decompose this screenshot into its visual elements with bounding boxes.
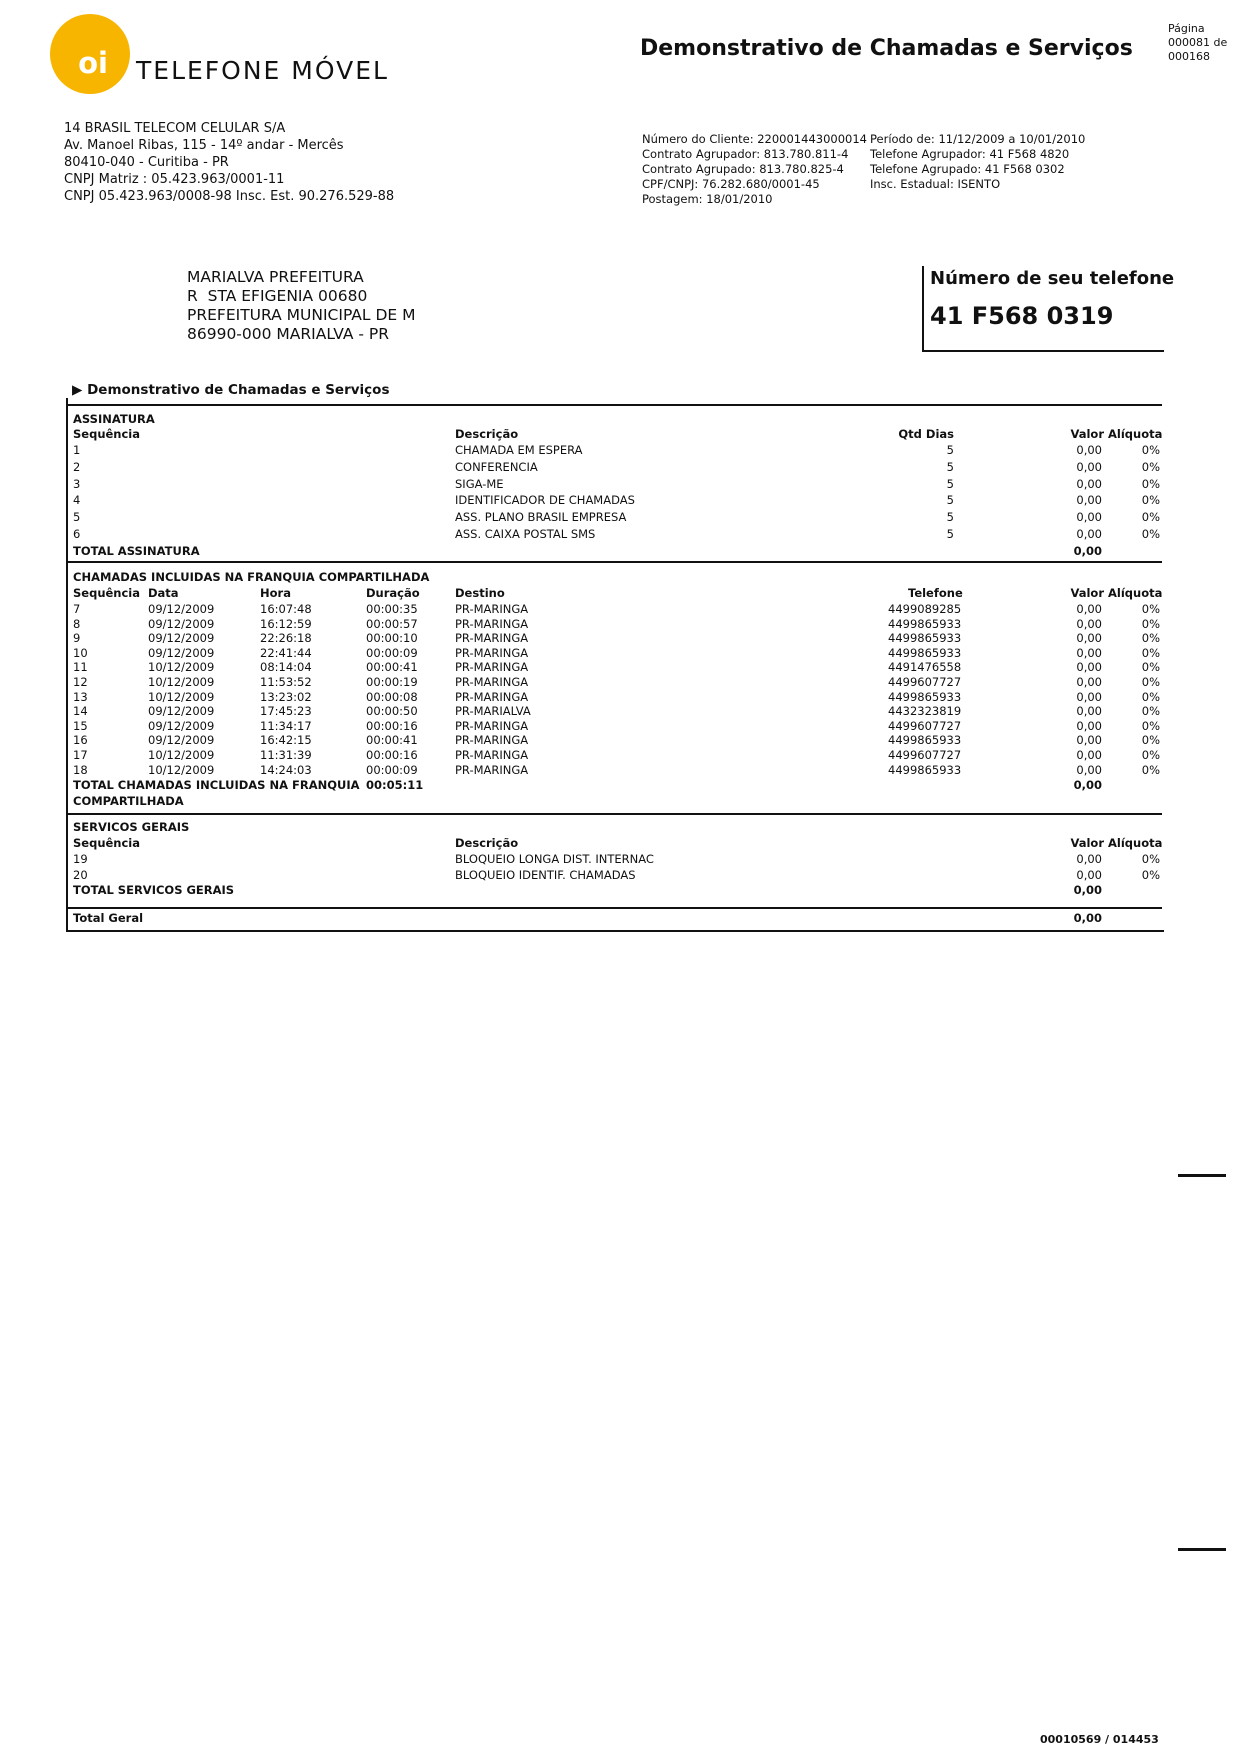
row-seq: 18 bbox=[73, 762, 88, 777]
col-header-hora: Hora bbox=[260, 586, 291, 600]
row-aliquota: 0% bbox=[1141, 527, 1160, 541]
row-aliquota: 0% bbox=[1141, 616, 1160, 631]
row-valor: 0,00 bbox=[1076, 459, 1102, 474]
statement-title bbox=[72, 382, 390, 398]
client-info-line: Período de: 11/12/2009 a 10/01/2010 bbox=[870, 132, 1086, 146]
row-qtd: 5 bbox=[946, 510, 954, 525]
total-geral-value: 0,00 bbox=[1073, 911, 1102, 925]
row-data: 10/12/2009 bbox=[148, 675, 215, 689]
row-seq: 10 bbox=[73, 645, 88, 660]
row-hora: 16:07:48 bbox=[260, 602, 312, 616]
row-telefone: 4499607727 bbox=[888, 675, 962, 689]
row-destino: PR-MARINGA bbox=[455, 645, 529, 660]
row-aliquota: 0% bbox=[1141, 660, 1160, 675]
company-line: CNPJ 05.423.963/0008-98 Insc. Est. 90.276.529-88 bbox=[64, 189, 395, 204]
row-valor: 0,00 bbox=[1076, 602, 1102, 616]
row-hora: 11:31:39 bbox=[260, 748, 312, 762]
row-telefone: 4499865933 bbox=[888, 645, 962, 660]
row-duracao: 00:00:08 bbox=[366, 689, 418, 704]
total-geral-label: Total Geral bbox=[73, 911, 144, 925]
row-destino: PR-MARINGA bbox=[455, 689, 529, 704]
row-aliquota: 0% bbox=[1141, 718, 1160, 733]
row-telefone: 4432323819 bbox=[888, 704, 962, 719]
col-header-desc: Descrição bbox=[455, 427, 519, 441]
scan-mark bbox=[1178, 1548, 1226, 1551]
row-destino: PR-MARINGA bbox=[455, 733, 529, 748]
company-line: 80410-040 - Curitiba - PR bbox=[64, 155, 229, 170]
divider bbox=[66, 907, 1162, 909]
row-data: 09/12/2009 bbox=[148, 631, 215, 646]
row-data: 09/12/2009 bbox=[148, 602, 215, 616]
phone-label: Número de seu telefone bbox=[930, 268, 1175, 289]
address-line: MARIALVA PREFEITURA bbox=[187, 268, 364, 286]
page-label: Página bbox=[1168, 22, 1205, 35]
row-telefone: 4499865933 bbox=[888, 733, 962, 748]
row-seq: 2 bbox=[73, 459, 81, 474]
row-telefone: 4499865933 bbox=[888, 631, 962, 646]
row-qtd: 5 bbox=[946, 476, 954, 491]
row-valor: 0,00 bbox=[1076, 660, 1102, 675]
row-seq: 3 bbox=[73, 476, 81, 491]
row-valor: 0,00 bbox=[1076, 852, 1102, 866]
client-info-line: Contrato Agrupador: 813.780.811-4 bbox=[642, 147, 849, 161]
row-data: 10/12/2009 bbox=[148, 748, 215, 762]
row-duracao: 00:00:10 bbox=[366, 631, 418, 646]
servicos-title: SERVICOS GERAIS bbox=[73, 820, 190, 834]
row-data: 10/12/2009 bbox=[148, 689, 215, 704]
row-desc: SIGA-ME bbox=[455, 476, 504, 491]
col-header-aliquota: Alíquota bbox=[1108, 836, 1163, 850]
row-telefone: 4499089285 bbox=[888, 602, 962, 616]
row-duracao: 00:00:16 bbox=[366, 718, 418, 733]
row-valor: 0,00 bbox=[1076, 510, 1102, 525]
row-aliquota: 0% bbox=[1141, 762, 1160, 777]
row-data: 10/12/2009 bbox=[148, 762, 215, 777]
row-destino: PR-MARINGA bbox=[455, 616, 529, 631]
play-arrow-icon: ▶ bbox=[72, 382, 83, 398]
row-valor: 0,00 bbox=[1076, 748, 1102, 762]
row-valor: 0,00 bbox=[1076, 762, 1102, 777]
row-valor: 0,00 bbox=[1076, 527, 1102, 541]
row-hora: 22:26:18 bbox=[260, 631, 312, 646]
row-duracao: 00:00:09 bbox=[366, 645, 418, 660]
chamadas-title: CHAMADAS INCLUIDAS NA FRANQUIA COMPARTILHADA bbox=[73, 570, 430, 584]
footer-code: 00010569 / 014453 bbox=[1040, 1733, 1159, 1746]
row-hora: 14:24:03 bbox=[260, 762, 312, 777]
col-header-duracao: Duração bbox=[366, 586, 420, 600]
row-seq: 6 bbox=[73, 527, 81, 541]
row-hora: 16:42:15 bbox=[260, 733, 312, 748]
row-seq: 17 bbox=[73, 748, 88, 762]
row-hora: 16:12:59 bbox=[260, 616, 312, 631]
row-valor: 0,00 bbox=[1076, 493, 1102, 508]
row-desc: BLOQUEIO IDENTIF. CHAMADAS bbox=[455, 867, 636, 882]
client-info-left bbox=[642, 132, 867, 207]
company-line: 14 BRASIL TELECOM CELULAR S/A bbox=[64, 121, 286, 136]
client-info-line: Postagem: 18/01/2010 bbox=[642, 192, 773, 206]
row-destino: PR-MARINGA bbox=[455, 748, 529, 762]
row-data: 09/12/2009 bbox=[148, 733, 215, 748]
row-aliquota: 0% bbox=[1141, 443, 1160, 457]
company-info bbox=[64, 120, 394, 205]
row-desc: CHAMADA EM ESPERA bbox=[455, 443, 583, 457]
row-destino: PR-MARIALVA bbox=[455, 704, 531, 719]
row-valor: 0,00 bbox=[1076, 616, 1102, 631]
row-destino: PR-MARINGA bbox=[455, 675, 529, 689]
row-telefone: 4499865933 bbox=[888, 689, 962, 704]
address-line: R STA EFIGENIA 00680 bbox=[187, 287, 368, 305]
row-seq: 11 bbox=[73, 660, 88, 675]
divider bbox=[66, 813, 1162, 815]
row-desc: ASS. PLANO BRASIL EMPRESA bbox=[455, 510, 627, 525]
row-duracao: 00:00:41 bbox=[366, 660, 418, 675]
row-telefone: 4499865933 bbox=[888, 762, 962, 777]
col-header-valor: Valor bbox=[1070, 836, 1104, 850]
client-info-line: Telefone Agrupado: 41 F568 0302 bbox=[870, 162, 1065, 176]
row-hora: 13:23:02 bbox=[260, 689, 312, 704]
row-duracao: 00:00:09 bbox=[366, 762, 418, 777]
company-line: CNPJ Matriz : 05.423.963/0001-11 bbox=[64, 172, 285, 187]
row-data: 09/12/2009 bbox=[148, 616, 215, 631]
row-aliquota: 0% bbox=[1141, 704, 1160, 719]
row-seq: 1 bbox=[73, 443, 81, 457]
row-qtd: 5 bbox=[946, 493, 954, 508]
company-line: Av. Manoel Ribas, 115 - 14º andar - Mercês bbox=[64, 138, 344, 153]
statement-title-text: Demonstrativo de Chamadas e Serviços bbox=[87, 382, 390, 398]
row-hora: 17:45:23 bbox=[260, 704, 312, 719]
chamadas-total-value: 0,00 bbox=[1073, 778, 1102, 792]
row-seq: 15 bbox=[73, 718, 88, 733]
client-info-line: Telefone Agrupador: 41 F568 4820 bbox=[870, 147, 1070, 161]
row-hora: 11:34:17 bbox=[260, 718, 312, 733]
col-header-valor: Valor bbox=[1070, 427, 1104, 441]
row-duracao: 00:00:16 bbox=[366, 748, 418, 762]
client-info-right bbox=[870, 132, 1085, 192]
col-header-telefone: Telefone bbox=[908, 586, 963, 600]
row-qtd: 5 bbox=[946, 443, 954, 457]
row-aliquota: 0% bbox=[1141, 459, 1160, 474]
row-seq: 4 bbox=[73, 493, 81, 508]
page-info bbox=[1168, 22, 1234, 64]
row-duracao: 00:00:57 bbox=[366, 616, 418, 631]
row-aliquota: 0% bbox=[1141, 645, 1160, 660]
servicos-total-label: TOTAL SERVICOS GERAIS bbox=[73, 883, 235, 897]
phone-number: 41 F568 0319 bbox=[930, 302, 1114, 330]
row-valor: 0,00 bbox=[1076, 675, 1102, 689]
client-info-line: Insc. Estadual: ISENTO bbox=[870, 177, 1001, 191]
row-destino: PR-MARINGA bbox=[455, 762, 529, 777]
assinatura-title: ASSINATURA bbox=[73, 412, 155, 426]
col-header-data: Data bbox=[148, 586, 179, 600]
row-aliquota: 0% bbox=[1141, 748, 1160, 762]
page-number: 000081 de bbox=[1168, 36, 1228, 49]
row-destino: PR-MARINGA bbox=[455, 660, 529, 675]
row-data: 09/12/2009 bbox=[148, 704, 215, 719]
row-aliquota: 0% bbox=[1141, 733, 1160, 748]
row-seq: 14 bbox=[73, 704, 88, 719]
row-qtd: 5 bbox=[946, 459, 954, 474]
row-aliquota: 0% bbox=[1141, 602, 1160, 616]
scan-mark bbox=[1178, 1174, 1226, 1177]
assinatura-total-value: 0,00 bbox=[1073, 544, 1102, 558]
address-line: 86990-000 MARIALVA - PR bbox=[187, 325, 390, 343]
row-valor: 0,00 bbox=[1076, 718, 1102, 733]
chamadas-total-label-2: COMPARTILHADA bbox=[73, 794, 184, 808]
row-aliquota: 0% bbox=[1141, 493, 1160, 508]
row-valor: 0,00 bbox=[1076, 631, 1102, 646]
divider bbox=[66, 404, 1162, 406]
row-data: 09/12/2009 bbox=[148, 645, 215, 660]
row-valor: 0,00 bbox=[1076, 645, 1102, 660]
brand-name: TELEFONE MÓVEL bbox=[136, 56, 389, 85]
row-valor: 0,00 bbox=[1076, 704, 1102, 719]
row-destino: PR-MARINGA bbox=[455, 718, 529, 733]
divider bbox=[66, 561, 1162, 563]
client-info-line: Número do Cliente: 220001443000014 bbox=[642, 132, 867, 146]
col-header-destino: Destino bbox=[455, 586, 505, 600]
row-seq: 19 bbox=[73, 852, 88, 866]
row-seq: 13 bbox=[73, 689, 88, 704]
row-desc: IDENTIFICADOR DE CHAMADAS bbox=[455, 493, 635, 508]
chamadas-total-label: TOTAL CHAMADAS INCLUIDAS NA FRANQUIA bbox=[73, 778, 360, 792]
row-data: 09/12/2009 bbox=[148, 718, 215, 733]
col-header-seq: Sequência bbox=[73, 427, 141, 441]
row-valor: 0,00 bbox=[1076, 689, 1102, 704]
assinatura-total-label: TOTAL ASSINATURA bbox=[73, 544, 200, 558]
servicos-total-value: 0,00 bbox=[1073, 883, 1102, 897]
recipient-address bbox=[187, 268, 416, 344]
col-header-seq: Sequência bbox=[73, 836, 141, 850]
row-seq: 8 bbox=[73, 616, 81, 631]
row-desc: BLOQUEIO LONGA DIST. INTERNAC bbox=[455, 852, 654, 866]
row-aliquota: 0% bbox=[1141, 852, 1160, 866]
chamadas-total-duration: 00:05:11 bbox=[366, 778, 424, 792]
row-aliquota: 0% bbox=[1141, 631, 1160, 646]
row-duracao: 00:00:19 bbox=[366, 675, 418, 689]
document-title: Demonstrativo de Chamadas e Serviços bbox=[640, 36, 1133, 61]
row-valor: 0,00 bbox=[1076, 443, 1102, 457]
row-valor: 0,00 bbox=[1076, 476, 1102, 491]
row-hora: 08:14:04 bbox=[260, 660, 312, 675]
col-header-seq: Sequência bbox=[73, 586, 141, 600]
address-line: PREFEITURA MUNICIPAL DE M bbox=[187, 306, 416, 324]
col-header-aliquota: Alíquota bbox=[1108, 427, 1163, 441]
row-aliquota: 0% bbox=[1141, 510, 1160, 525]
row-telefone: 4499865933 bbox=[888, 616, 962, 631]
col-header-valor: Valor bbox=[1070, 586, 1104, 600]
row-telefone: 4499607727 bbox=[888, 748, 962, 762]
row-destino: PR-MARINGA bbox=[455, 631, 529, 646]
row-telefone: 4491476558 bbox=[888, 660, 962, 675]
row-aliquota: 0% bbox=[1141, 476, 1160, 491]
row-seq: 7 bbox=[73, 602, 81, 616]
row-hora: 11:53:52 bbox=[260, 675, 312, 689]
row-aliquota: 0% bbox=[1141, 867, 1160, 882]
row-seq: 5 bbox=[73, 510, 81, 525]
row-data: 10/12/2009 bbox=[148, 660, 215, 675]
row-seq: 20 bbox=[73, 867, 88, 882]
row-seq: 16 bbox=[73, 733, 88, 748]
row-aliquota: 0% bbox=[1141, 675, 1160, 689]
row-valor: 0,00 bbox=[1076, 867, 1102, 882]
row-seq: 9 bbox=[73, 631, 81, 646]
row-desc: ASS. CAIXA POSTAL SMS bbox=[455, 527, 596, 541]
row-duracao: 00:00:41 bbox=[366, 733, 418, 748]
row-destino: PR-MARINGA bbox=[455, 602, 529, 616]
client-info-line: CPF/CNPJ: 76.282.680/0001-45 bbox=[642, 177, 820, 191]
row-duracao: 00:00:35 bbox=[366, 602, 418, 616]
col-header-qtd: Qtd Dias bbox=[898, 427, 954, 441]
row-hora: 22:41:44 bbox=[260, 645, 312, 660]
row-telefone: 4499607727 bbox=[888, 718, 962, 733]
row-duracao: 00:00:50 bbox=[366, 704, 418, 719]
client-info-line: Contrato Agrupado: 813.780.825-4 bbox=[642, 162, 844, 176]
row-aliquota: 0% bbox=[1141, 689, 1160, 704]
col-header-desc: Descrição bbox=[455, 836, 519, 850]
col-header-aliquota: Alíquota bbox=[1108, 586, 1163, 600]
row-seq: 12 bbox=[73, 675, 88, 689]
row-valor: 0,00 bbox=[1076, 733, 1102, 748]
row-desc: CONFERENCIA bbox=[455, 459, 538, 474]
logo-text: oi bbox=[78, 46, 108, 80]
page-total: 000168 bbox=[1168, 50, 1210, 63]
row-qtd: 5 bbox=[946, 527, 954, 541]
